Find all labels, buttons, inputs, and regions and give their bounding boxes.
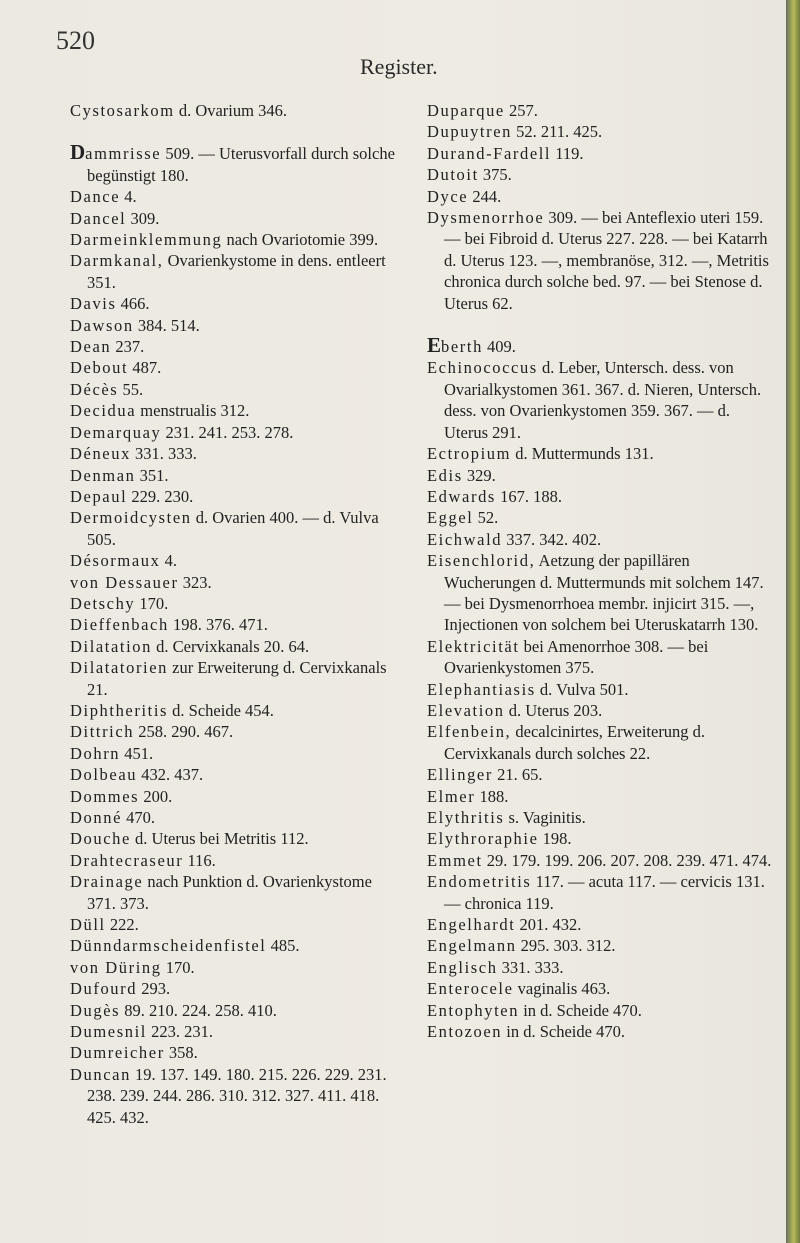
entry-headword: Dommes bbox=[70, 786, 140, 806]
entry-references: 222. bbox=[105, 915, 139, 935]
entry-references: d. Ovarien 400. — d. Vulva 505. bbox=[87, 508, 379, 549]
entry-references: 200. bbox=[139, 786, 173, 806]
index-entry bbox=[70, 914, 400, 935]
entry-references: zur Erweiterung d. Cervixkanals 21. bbox=[87, 658, 387, 699]
index-entry bbox=[427, 679, 777, 700]
entry-headword: Durand-Fardell bbox=[427, 143, 552, 163]
index-entry bbox=[427, 786, 777, 807]
entry-references: 52. bbox=[473, 508, 499, 528]
index-entry bbox=[70, 957, 400, 978]
entry-references: 487. bbox=[128, 358, 162, 378]
index-entry bbox=[70, 208, 400, 229]
entry-references: 4. bbox=[160, 551, 177, 571]
entry-references: decalcinirtes, Erweiterung d. Cervixkanals durch solches 22. bbox=[444, 722, 706, 763]
page-number: 520 bbox=[56, 26, 95, 55]
index-entry bbox=[70, 593, 400, 614]
entry-references: 358. bbox=[164, 1043, 198, 1063]
entry-headword: Edis bbox=[427, 465, 463, 485]
entry-references: 229. 230. bbox=[127, 486, 194, 506]
entry-references: 331. 333. bbox=[497, 957, 564, 977]
index-entry bbox=[70, 400, 400, 421]
running-header: Register. bbox=[360, 54, 438, 79]
page-edge bbox=[786, 0, 800, 1243]
entry-references: 470. bbox=[122, 808, 155, 827]
entry-references: 4. bbox=[120, 187, 137, 207]
entry-headword: Dysmenorrhoe bbox=[427, 208, 545, 228]
entry-headword: von Düring bbox=[70, 957, 162, 977]
index-entry bbox=[70, 1021, 400, 1042]
entry-references: 167. 188. bbox=[495, 486, 562, 506]
entry-references: 309. — bei Anteflexio uteri 159. — bei Fibroid d. Uterus 227. 228. — bei Katarrh d. Uterus 123. —, membranöse, 312. —, Metritis chronica durch solche bed. 97. — bei Stenose d. Uterus 62. bbox=[444, 208, 769, 313]
entry-headword: Dumesnil bbox=[70, 1022, 147, 1042]
index-entry bbox=[427, 550, 777, 636]
entry-references: 55. bbox=[118, 379, 144, 399]
entry-headword: Décès bbox=[70, 379, 119, 399]
index-entry bbox=[427, 636, 777, 679]
entry-references: 351. bbox=[135, 465, 169, 485]
entry-references: nach Punktion d. Ovarienkystome 371. 373. bbox=[87, 872, 372, 913]
index-entry bbox=[427, 935, 777, 956]
entry-headword: Englisch bbox=[427, 957, 498, 977]
entry-headword: Elevation bbox=[427, 700, 505, 720]
entry-references: Ovarienkystome in dens. entleert 351. bbox=[87, 251, 386, 292]
entry-headword: Drahtecraseur bbox=[70, 850, 184, 870]
entry-headword: Ellinger bbox=[427, 765, 493, 785]
index-entry bbox=[427, 721, 777, 764]
entry-headword: Endometritis bbox=[427, 872, 532, 892]
index-entry bbox=[70, 743, 400, 764]
index-entry bbox=[70, 828, 400, 849]
entry-headword: Ectropium bbox=[427, 444, 512, 464]
index-entry bbox=[427, 1000, 777, 1021]
index-entry bbox=[427, 850, 777, 871]
index-entry bbox=[70, 142, 400, 186]
entry-references: in d. Scheide 470. bbox=[519, 1000, 642, 1020]
index-entry bbox=[427, 143, 777, 164]
entry-references: d. Uterus 203. bbox=[504, 700, 603, 720]
entry-references: 323. bbox=[178, 572, 212, 592]
index-entry bbox=[70, 229, 400, 250]
index-entry bbox=[70, 250, 400, 293]
entry-headword: Elektricität bbox=[427, 636, 520, 656]
entry-headword: Elythritis bbox=[427, 808, 505, 827]
index-entry bbox=[427, 764, 777, 785]
entry-headword: Dilatatorien bbox=[70, 658, 169, 678]
entry-headword: Dyce bbox=[427, 186, 469, 206]
index-entry bbox=[427, 700, 777, 721]
entry-references: d. Muttermunds 131. bbox=[511, 444, 654, 464]
entry-headword: Depaul bbox=[70, 486, 128, 506]
index-entry bbox=[427, 121, 777, 142]
entry-references: 258. 290. 467. bbox=[134, 722, 234, 742]
entry-headword: Dugès bbox=[70, 1000, 121, 1020]
index-entry bbox=[427, 443, 777, 464]
entry-references: 331. 333. bbox=[130, 444, 197, 464]
entry-references: 223. 231. bbox=[146, 1022, 213, 1042]
entry-headword: Dutoit bbox=[427, 165, 479, 185]
entry-references: 201. 432. bbox=[515, 915, 582, 935]
section-initial: D bbox=[70, 140, 86, 165]
index-entry bbox=[70, 336, 400, 357]
entry-references: menstrualis 312. bbox=[136, 401, 250, 421]
entry-references: 309. bbox=[126, 208, 160, 228]
entry-headword: Elythroraphie bbox=[427, 829, 539, 849]
entry-headword: Dieffenbach bbox=[70, 615, 169, 635]
entry-headword: Duparque bbox=[427, 101, 505, 120]
index-entry bbox=[70, 657, 400, 700]
entry-headword: Dohrn bbox=[70, 743, 121, 763]
index-entry bbox=[70, 507, 400, 550]
entry-headword: Davis bbox=[70, 294, 117, 314]
index-entry bbox=[70, 315, 400, 336]
entry-references: 19. 137. 149. 180. 215. 226. 229. 231. 238. 239. 244. 286. 310. 312. 327. 411. 418. 425. 432. bbox=[87, 1064, 387, 1127]
index-entry bbox=[427, 1021, 777, 1042]
entry-headword: ammrisse bbox=[85, 144, 162, 164]
entry-references: 257. bbox=[504, 101, 538, 120]
entry-headword: Dermoidcysten bbox=[70, 508, 192, 528]
index-entry bbox=[427, 207, 777, 314]
entry-references: 293. bbox=[137, 979, 171, 999]
index-entry bbox=[427, 807, 777, 828]
index-entry bbox=[427, 357, 777, 443]
index-entry bbox=[70, 871, 400, 914]
index-entry bbox=[70, 700, 400, 721]
index-entry bbox=[70, 422, 400, 443]
entry-headword: Dupuytren bbox=[427, 122, 512, 142]
entry-headword: Entozoen bbox=[427, 1022, 503, 1042]
entry-headword: Elephantiasis bbox=[427, 679, 536, 699]
entry-references: 451. bbox=[120, 743, 154, 763]
entry-headword: Decidua bbox=[70, 401, 137, 421]
index-entry bbox=[427, 978, 777, 999]
entry-headword: Edwards bbox=[427, 486, 496, 506]
entry-references: 509. — Uterusvorfall durch solche begünstigt 180. bbox=[87, 144, 395, 185]
entry-references: 170. bbox=[161, 957, 195, 977]
entry-references: nach Ovariotomie 399. bbox=[222, 230, 379, 250]
index-entry bbox=[70, 293, 400, 314]
entry-references: 198. bbox=[538, 829, 572, 849]
entry-references: 170. bbox=[135, 593, 169, 613]
entry-headword: Engelmann bbox=[427, 936, 517, 956]
index-entry bbox=[70, 807, 400, 828]
entry-headword: Eichwald bbox=[427, 529, 503, 549]
entry-references: 375. bbox=[478, 165, 512, 185]
index-entry bbox=[427, 486, 777, 507]
index-entry bbox=[70, 614, 400, 635]
entry-headword: Désormaux bbox=[70, 551, 161, 571]
entry-headword: Detschy bbox=[70, 593, 136, 613]
entry-references: 52. 211. 425. bbox=[511, 122, 603, 142]
index-entry bbox=[427, 186, 777, 207]
entry-headword: von Dessauer bbox=[70, 572, 179, 592]
index-entry bbox=[70, 186, 400, 207]
entry-references: 237. bbox=[111, 337, 145, 357]
entry-headword: Dittrich bbox=[70, 722, 135, 742]
entry-headword: Drainage bbox=[70, 872, 144, 892]
index-entry bbox=[70, 357, 400, 378]
entry-headword: Dolbeau bbox=[70, 765, 138, 785]
entry-references: d. Scheide 454. bbox=[168, 700, 274, 720]
entry-headword: Déneux bbox=[70, 444, 131, 464]
index-entry bbox=[427, 164, 777, 185]
index-entry bbox=[427, 335, 777, 357]
entry-headword: Enterocele bbox=[427, 979, 514, 999]
entry-references: 198. 376. 471. bbox=[168, 615, 268, 635]
entry-references: d. Leber, Untersch. dess. von Ovarialkystomen 361. 367. d. Nieren, Untersch. dess. von Ovarienkystomen 359. 367. — d. Uterus 291. bbox=[444, 358, 762, 442]
entry-headword: Dumreicher bbox=[70, 1043, 165, 1063]
entry-headword: Donné bbox=[70, 808, 122, 827]
entry-headword: Echinococcus bbox=[427, 358, 538, 378]
entry-headword: Dean bbox=[70, 337, 112, 357]
entry-references: 466. bbox=[116, 294, 150, 314]
entry-references: d. Cervixkanals 20. 64. bbox=[151, 636, 310, 656]
entry-headword: Elfenbein, bbox=[427, 722, 512, 742]
entry-references: 337. 342. 402. bbox=[502, 529, 602, 549]
entry-references: Aetzung der papillären Wucherungen d. Muttermunds mit solchem 147. — bei Dysmenorrhoea membr. injicirt 315. —, Injectionen von solchem bei Uteruskatarrh 130. bbox=[444, 551, 764, 635]
entry-references: 485. bbox=[266, 936, 300, 956]
entry-headword: Debout bbox=[70, 358, 129, 378]
entry-headword: Darmeinklemmung bbox=[70, 230, 223, 250]
entry-headword: berth bbox=[441, 337, 483, 357]
entry-headword: Dance bbox=[70, 187, 121, 207]
index-entry bbox=[70, 443, 400, 464]
entry-headword: Dancel bbox=[70, 208, 127, 228]
entry-headword: Entophyten bbox=[427, 1000, 520, 1020]
index-entry bbox=[70, 465, 400, 486]
index-entry bbox=[70, 978, 400, 999]
entry-headword: Emmet bbox=[427, 850, 483, 870]
entry-references: 119. bbox=[551, 143, 584, 163]
index-entry bbox=[70, 1064, 400, 1128]
entry-references: in d. Scheide 470. bbox=[502, 1022, 625, 1042]
entry-references: d. Ovarium 346. bbox=[174, 101, 287, 120]
entry-headword: Demarquay bbox=[70, 422, 162, 442]
index-entry bbox=[427, 100, 777, 121]
index-entry bbox=[427, 914, 777, 935]
index-entry bbox=[70, 786, 400, 807]
index-entry bbox=[427, 828, 777, 849]
entry-references: 188. bbox=[475, 786, 509, 806]
index-entry bbox=[70, 572, 400, 593]
entry-references: 329. bbox=[462, 465, 496, 485]
entry-headword: Diphtheritis bbox=[70, 700, 169, 720]
entry-references: 384. 514. bbox=[133, 315, 200, 335]
entry-references: 117. — acuta 117. — cervicis 131. — chronica 119. bbox=[444, 872, 765, 913]
index-column-left bbox=[70, 100, 400, 1128]
entry-headword: Duncan bbox=[70, 1064, 131, 1084]
index-entry bbox=[70, 721, 400, 742]
entry-headword: Denman bbox=[70, 465, 136, 485]
index-entry bbox=[70, 379, 400, 400]
index-entry bbox=[70, 486, 400, 507]
entry-headword: Elmer bbox=[427, 786, 476, 806]
entry-headword: Eisenchlorid, bbox=[427, 551, 536, 571]
entry-references: 295. 303. 312. bbox=[516, 936, 616, 956]
entry-headword: Dufourd bbox=[70, 979, 138, 999]
entry-headword: Engelhardt bbox=[427, 915, 516, 935]
index-entry bbox=[70, 764, 400, 785]
entry-headword: Darmkanal, bbox=[70, 251, 164, 271]
entry-headword: Douche bbox=[70, 829, 131, 849]
entry-headword: Cystosarkom bbox=[70, 101, 175, 120]
entry-references: 432. 437. bbox=[137, 765, 204, 785]
entry-references: 116. bbox=[183, 850, 216, 870]
entry-references: d. Vulva 501. bbox=[535, 679, 629, 699]
index-entry bbox=[70, 850, 400, 871]
index-entry bbox=[70, 935, 400, 956]
index-entry bbox=[70, 1042, 400, 1063]
entry-references: bei Amenorrhoe 308. — bei Ovarienkystomen 375. bbox=[444, 636, 709, 678]
entry-headword: Dilatation bbox=[70, 636, 152, 656]
entry-references: 244. bbox=[468, 186, 502, 206]
entry-headword: Düll bbox=[70, 915, 106, 935]
entry-references: 21. 65. bbox=[492, 765, 543, 785]
index-entry bbox=[70, 1000, 400, 1021]
index-entry bbox=[70, 550, 400, 571]
index-entry bbox=[427, 957, 777, 978]
entry-references: 409. bbox=[482, 337, 516, 357]
entry-references: 29. 179. 199. 206. 207. 208. 239. 471. 474. bbox=[482, 850, 772, 870]
entry-headword: Eggel bbox=[427, 508, 474, 528]
index-entry bbox=[70, 100, 400, 121]
index-entry bbox=[427, 529, 777, 550]
entry-headword: Dünndarmscheidenfistel bbox=[70, 936, 267, 956]
entry-references: 89. 210. 224. 258. 410. bbox=[120, 1000, 277, 1020]
index-entry bbox=[427, 871, 777, 914]
index-entry bbox=[427, 465, 777, 486]
entry-references: vaginalis 463. bbox=[513, 979, 611, 999]
section-initial: E bbox=[427, 333, 442, 358]
index-entry bbox=[70, 636, 400, 657]
entry-headword: Dawson bbox=[70, 315, 134, 335]
index-column-right bbox=[427, 100, 777, 1042]
entry-references: 231. 241. 253. 278. bbox=[161, 422, 294, 442]
entry-references: s. Vaginitis. bbox=[504, 808, 586, 827]
entry-references: d. Uterus bei Metritis 112. bbox=[130, 829, 309, 849]
index-entry bbox=[427, 507, 777, 528]
